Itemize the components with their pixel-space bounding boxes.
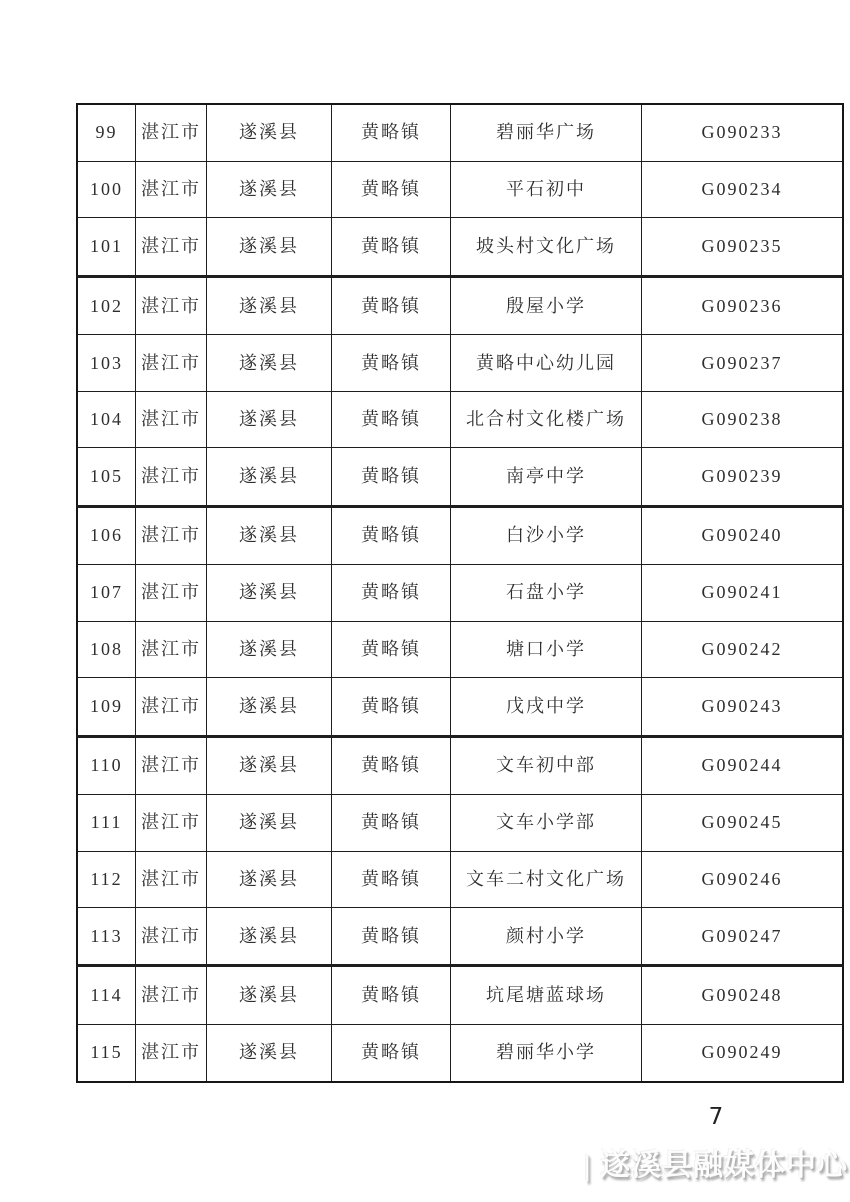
cell-county: 遂溪县 (207, 565, 332, 621)
cell-town: 黄略镇 (332, 506, 451, 564)
table-row (77, 795, 843, 851)
cell-city: 湛江市 (136, 907, 207, 965)
cell-code: G090246 (642, 851, 844, 907)
cell-site: 戊戌中学 (451, 678, 642, 736)
table-row (77, 565, 843, 621)
cell-city: 湛江市 (136, 161, 207, 217)
cell-city: 湛江市 (136, 678, 207, 736)
cell-code: G090240 (642, 506, 844, 564)
cell-no: 114 (77, 966, 136, 1024)
table-row (77, 448, 843, 506)
table-row (77, 391, 843, 447)
cell-town: 黄略镇 (332, 104, 451, 161)
cell-code: G090247 (642, 907, 844, 965)
cell-site: 文车二村文化广场 (451, 851, 642, 907)
cell-county: 遂溪县 (207, 678, 332, 736)
cell-no: 99 (77, 104, 136, 161)
cell-no: 106 (77, 506, 136, 564)
cell-site: 文车小学部 (451, 795, 642, 851)
cell-site: 塘口小学 (451, 621, 642, 677)
table-row (77, 506, 843, 564)
cell-site: 平石初中 (451, 161, 642, 217)
cell-site: 黄略中心幼儿园 (451, 335, 642, 391)
cell-no: 111 (77, 795, 136, 851)
cell-site: 白沙小学 (451, 506, 642, 564)
cell-site: 坡头村文化广场 (451, 218, 642, 276)
cell-no: 108 (77, 621, 136, 677)
cell-county: 遂溪县 (207, 448, 332, 506)
cell-county: 遂溪县 (207, 506, 332, 564)
cell-city: 湛江市 (136, 966, 207, 1024)
table-row (77, 104, 843, 161)
table-row (77, 335, 843, 391)
cell-site: 碧丽华广场 (451, 104, 642, 161)
cell-city: 湛江市 (136, 218, 207, 276)
cell-no: 105 (77, 448, 136, 506)
cell-city: 湛江市 (136, 104, 207, 161)
table-row (77, 851, 843, 907)
cell-city: 湛江市 (136, 276, 207, 334)
cell-code: G090239 (642, 448, 844, 506)
cell-code: G090244 (642, 736, 844, 794)
table-row (77, 966, 843, 1024)
cell-city: 湛江市 (136, 391, 207, 447)
cell-code: G090238 (642, 391, 844, 447)
cell-code: G090236 (642, 276, 844, 334)
cell-no: 102 (77, 276, 136, 334)
cell-county: 遂溪县 (207, 907, 332, 965)
cell-no: 112 (77, 851, 136, 907)
table-body (77, 104, 843, 1082)
cell-no: 110 (77, 736, 136, 794)
cell-site: 颜村小学 (451, 907, 642, 965)
cell-site: 北合村文化楼广场 (451, 391, 642, 447)
table-row (77, 907, 843, 965)
cell-city: 湛江市 (136, 851, 207, 907)
cell-code: G090237 (642, 335, 844, 391)
cell-town: 黄略镇 (332, 565, 451, 621)
cell-code: G090243 (642, 678, 844, 736)
cell-city: 湛江市 (136, 621, 207, 677)
cell-county: 遂溪县 (207, 851, 332, 907)
cell-town: 黄略镇 (332, 907, 451, 965)
cell-county: 遂溪县 (207, 966, 332, 1024)
cell-county: 遂溪县 (207, 335, 332, 391)
cell-city: 湛江市 (136, 1024, 207, 1082)
cell-town: 黄略镇 (332, 276, 451, 334)
cell-county: 遂溪县 (207, 276, 332, 334)
cell-county: 遂溪县 (207, 621, 332, 677)
table-row (77, 1024, 843, 1082)
table-row (77, 161, 843, 217)
cell-town: 黄略镇 (332, 391, 451, 447)
cell-county: 遂溪县 (207, 736, 332, 794)
cell-code: G090235 (642, 218, 844, 276)
cell-town: 黄略镇 (332, 966, 451, 1024)
cell-town: 黄略镇 (332, 736, 451, 794)
cell-city: 湛江市 (136, 565, 207, 621)
cell-city: 湛江市 (136, 506, 207, 564)
cell-county: 遂溪县 (207, 218, 332, 276)
cell-code: G090241 (642, 565, 844, 621)
cell-town: 黄略镇 (332, 448, 451, 506)
cell-site: 坑尾塘蓝球场 (451, 966, 642, 1024)
cell-site: 石盘小学 (451, 565, 642, 621)
cell-town: 黄略镇 (332, 621, 451, 677)
cell-county: 遂溪县 (207, 391, 332, 447)
cell-no: 109 (77, 678, 136, 736)
cell-site: 南亭中学 (451, 448, 642, 506)
table-row (77, 621, 843, 677)
watermark: | 遂溪县融媒体中心 (584, 1149, 849, 1182)
cell-town: 黄略镇 (332, 1024, 451, 1082)
cell-code: G090245 (642, 795, 844, 851)
cell-no: 103 (77, 335, 136, 391)
cell-no: 104 (77, 391, 136, 447)
cell-county: 遂溪县 (207, 795, 332, 851)
table-row (77, 736, 843, 794)
cell-town: 黄略镇 (332, 335, 451, 391)
cell-no: 100 (77, 161, 136, 217)
cell-town: 黄略镇 (332, 795, 451, 851)
cell-town: 黄略镇 (332, 851, 451, 907)
venues-table (76, 103, 844, 1083)
cell-city: 湛江市 (136, 448, 207, 506)
cell-no: 113 (77, 907, 136, 965)
cell-code: G090234 (642, 161, 844, 217)
table-row (77, 218, 843, 276)
cell-city: 湛江市 (136, 736, 207, 794)
cell-code: G090248 (642, 966, 844, 1024)
cell-town: 黄略镇 (332, 218, 451, 276)
page-number: 7 (708, 1104, 724, 1130)
table-row (77, 678, 843, 736)
cell-city: 湛江市 (136, 335, 207, 391)
cell-no: 107 (77, 565, 136, 621)
table-row (77, 276, 843, 334)
cell-town: 黄略镇 (332, 678, 451, 736)
cell-code: G090233 (642, 104, 844, 161)
cell-site: 文车初中部 (451, 736, 642, 794)
cell-county: 遂溪县 (207, 161, 332, 217)
cell-site: 殷屋小学 (451, 276, 642, 334)
cell-site: 碧丽华小学 (451, 1024, 642, 1082)
cell-county: 遂溪县 (207, 1024, 332, 1082)
cell-code: G090249 (642, 1024, 844, 1082)
cell-no: 101 (77, 218, 136, 276)
cell-county: 遂溪县 (207, 104, 332, 161)
cell-city: 湛江市 (136, 795, 207, 851)
cell-code: G090242 (642, 621, 844, 677)
cell-town: 黄略镇 (332, 161, 451, 217)
cell-no: 115 (77, 1024, 136, 1082)
